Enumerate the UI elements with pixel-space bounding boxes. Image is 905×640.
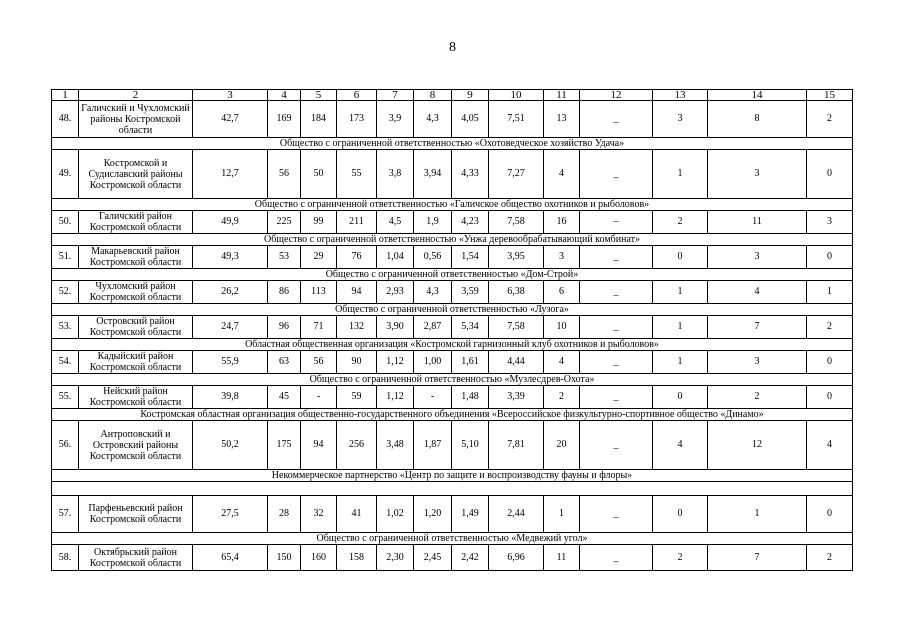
- table-cell: 39,8: [193, 386, 268, 409]
- row-number: 54.: [52, 351, 79, 374]
- table-cell: 76: [337, 246, 377, 269]
- table-cell: 2,87: [414, 316, 452, 339]
- organization-row: [52, 409, 853, 421]
- row-number: 53.: [52, 316, 79, 339]
- table-cell: 0: [807, 496, 853, 533]
- territory-name: Чухломский район Костромской области: [79, 281, 193, 304]
- table-cell: 160: [301, 545, 337, 571]
- organization-name: Общество с ограниченной ответственностью «Медвежий угол»: [52, 533, 853, 545]
- table-cell: 0: [807, 351, 853, 374]
- table-cell: 1,20: [414, 496, 452, 533]
- table-cell: _: [580, 281, 653, 304]
- territory-name: Галичский район Костромской области: [79, 211, 193, 234]
- table-cell: 2: [708, 386, 807, 409]
- table-cell: 3,48: [377, 421, 414, 470]
- table-cell: 56: [301, 351, 337, 374]
- table-cell: 96: [268, 316, 301, 339]
- table-cell: 256: [337, 421, 377, 470]
- organization-name: Общество с ограниченной ответственностью «Унжа деревообрабатывающий комбинат»: [52, 234, 853, 246]
- table-cell: 4,3: [414, 281, 452, 304]
- row-number: 56.: [52, 421, 79, 470]
- table-cell: 2,44: [489, 496, 544, 533]
- table-cell: 3,94: [414, 150, 452, 199]
- territory-name: Островский район Костромской области: [79, 316, 193, 339]
- table-cell: 53: [268, 246, 301, 269]
- column-header: 15: [807, 90, 853, 101]
- row-number: 49.: [52, 150, 79, 199]
- table-cell: 211: [337, 211, 377, 234]
- table-cell: 0,56: [414, 246, 452, 269]
- row-number: 48.: [52, 101, 79, 138]
- column-header: 12: [580, 90, 653, 101]
- table-cell: 55,9: [193, 351, 268, 374]
- table-cell: 10: [544, 316, 580, 339]
- table-cell: 24,7: [193, 316, 268, 339]
- hunting-grounds-table: [51, 89, 853, 571]
- table-cell: 90: [337, 351, 377, 374]
- organization-row: [52, 138, 853, 150]
- table-cell: 11: [544, 545, 580, 571]
- table-cell: 12,7: [193, 150, 268, 199]
- table-cell: 94: [301, 421, 337, 470]
- table-cell: 0: [653, 386, 708, 409]
- table-row: [52, 246, 853, 269]
- table-cell: 20: [544, 421, 580, 470]
- table-cell: 32: [301, 496, 337, 533]
- table-cell: 169: [268, 101, 301, 138]
- table-cell: 0: [807, 386, 853, 409]
- table-cell: 1,12: [377, 351, 414, 374]
- territory-name: Нейский район Костромской области: [79, 386, 193, 409]
- table-cell: 0: [807, 246, 853, 269]
- table-cell: 7,51: [489, 101, 544, 138]
- organization-name: Областная общественная организация «Костромской гарнизонный клуб охотников и рыболовов»: [52, 339, 853, 351]
- organization-row: [52, 533, 853, 545]
- table-cell: 4,3: [414, 101, 452, 138]
- table-cell: 26,2: [193, 281, 268, 304]
- table-cell: 4: [544, 351, 580, 374]
- territory-name: Кадыйский район Костромской области: [79, 351, 193, 374]
- table-cell: 0: [653, 246, 708, 269]
- table-cell: 7,81: [489, 421, 544, 470]
- table-cell: 175: [268, 421, 301, 470]
- row-number: 52.: [52, 281, 79, 304]
- table-cell: 7,27: [489, 150, 544, 199]
- table-cell: 4: [807, 421, 853, 470]
- column-header: 10: [489, 90, 544, 101]
- table-cell: 12: [708, 421, 807, 470]
- table-cell: 0: [807, 150, 853, 199]
- organization-name: Общество с ограниченной ответственностью «Лузога»: [52, 304, 853, 316]
- organization-name: Общество с ограниченной ответственностью «Музлесдрев-Охота»: [52, 374, 853, 386]
- column-header: 2: [79, 90, 193, 101]
- row-number: 50.: [52, 211, 79, 234]
- table-cell: 27,5: [193, 496, 268, 533]
- page-number: 8: [449, 40, 456, 55]
- table-cell: 6: [544, 281, 580, 304]
- table-cell: 4,44: [489, 351, 544, 374]
- table-cell: 3,9: [377, 101, 414, 138]
- column-header: 6: [337, 90, 377, 101]
- organization-row: [52, 199, 853, 211]
- table-cell: 56: [268, 150, 301, 199]
- table-row: [52, 101, 853, 138]
- table-cell: 1: [807, 281, 853, 304]
- table-cell: 2: [807, 545, 853, 571]
- territory-name: Галичский и Чухломский районы Костромской области: [79, 101, 193, 138]
- table-cell: 3,39: [489, 386, 544, 409]
- table-cell: 2,42: [452, 545, 489, 571]
- table-cell: 2: [544, 386, 580, 409]
- column-header: 8: [414, 90, 452, 101]
- row-number: 58.: [52, 545, 79, 571]
- table-cell: 4,05: [452, 101, 489, 138]
- column-header: 7: [377, 90, 414, 101]
- table-cell: 59: [337, 386, 377, 409]
- organization-name: Общество с ограниченной ответственностью «Охотоведческое хозяйство Удача»: [52, 138, 853, 150]
- table-cell: 8: [708, 101, 807, 138]
- table-cell: 3,90: [377, 316, 414, 339]
- column-header: 14: [708, 90, 807, 101]
- organization-name: Некоммерческое партнерство «Центр по защите и воспроизводству фауны и флоры»: [52, 470, 853, 482]
- table-cell: 4,23: [452, 211, 489, 234]
- table-cell: 41: [337, 496, 377, 533]
- table-cell: 2: [653, 545, 708, 571]
- column-header: 3: [193, 90, 268, 101]
- table-cell: 1,49: [452, 496, 489, 533]
- table-cell: 45: [268, 386, 301, 409]
- table-cell: 7,58: [489, 211, 544, 234]
- table-cell: 150: [268, 545, 301, 571]
- table-cell: _: [580, 246, 653, 269]
- table-cell: 49,9: [193, 211, 268, 234]
- territory-name: Макарьевский район Костромской области: [79, 246, 193, 269]
- table-cell: 99: [301, 211, 337, 234]
- table-cell: 1,02: [377, 496, 414, 533]
- table-cell: 4,33: [452, 150, 489, 199]
- table-cell: 29: [301, 246, 337, 269]
- organization-row: [52, 234, 853, 246]
- table-cell: 2: [807, 101, 853, 138]
- table-cell: 1: [653, 281, 708, 304]
- table-cell: 4: [708, 281, 807, 304]
- table-cell: _: [580, 545, 653, 571]
- organization-name: Костромская областная организация общественно-государственного объединения «Всероссийское физкультурно-спортивное общество «Динамо»: [52, 409, 853, 421]
- table-cell: 2: [653, 211, 708, 234]
- table-cell: 1,87: [414, 421, 452, 470]
- table-cell: 13: [544, 101, 580, 138]
- column-header-row: [52, 90, 853, 101]
- table-cell: 158: [337, 545, 377, 571]
- row-number: 55.: [52, 386, 79, 409]
- table-cell: 4: [544, 150, 580, 199]
- table-cell: 28: [268, 496, 301, 533]
- row-number: 57.: [52, 496, 79, 533]
- organization-row: [52, 304, 853, 316]
- table-cell: 1,00: [414, 351, 452, 374]
- table-cell: 3: [653, 101, 708, 138]
- table-cell: _: [580, 351, 653, 374]
- organization-row: [52, 374, 853, 386]
- column-header: 13: [653, 90, 708, 101]
- table-cell: 1: [708, 496, 807, 533]
- spacer-row: [52, 482, 853, 496]
- table-cell: 55: [337, 150, 377, 199]
- table-cell: 1,9: [414, 211, 452, 234]
- table-cell: 63: [268, 351, 301, 374]
- table-cell: 3: [544, 246, 580, 269]
- territory-name: Костромской и Судиславский районы Костромской области: [79, 150, 193, 199]
- row-number: 51.: [52, 246, 79, 269]
- table-row: [52, 316, 853, 339]
- table-row: [52, 351, 853, 374]
- table-cell: 2,45: [414, 545, 452, 571]
- table-row: [52, 211, 853, 234]
- table-cell: 3: [807, 211, 853, 234]
- table-cell: 3: [708, 150, 807, 199]
- table-cell: 184: [301, 101, 337, 138]
- table-cell: 71: [301, 316, 337, 339]
- table-cell: 1,04: [377, 246, 414, 269]
- table-cell: _: [580, 101, 653, 138]
- table-row: [52, 421, 853, 470]
- table-cell: 113: [301, 281, 337, 304]
- table-cell: 6,38: [489, 281, 544, 304]
- table-cell: 7: [708, 316, 807, 339]
- table-cell: 0: [653, 496, 708, 533]
- table-cell: 2,30: [377, 545, 414, 571]
- table-cell: 2,93: [377, 281, 414, 304]
- table-cell: _: [580, 386, 653, 409]
- column-header: 1: [52, 90, 79, 101]
- table-cell: _: [580, 421, 653, 470]
- table-cell: _: [580, 496, 653, 533]
- table-cell: 86: [268, 281, 301, 304]
- table-row: [52, 150, 853, 199]
- table-cell: -: [414, 386, 452, 409]
- table-cell: 5,34: [452, 316, 489, 339]
- organization-row: [52, 339, 853, 351]
- table-cell: 225: [268, 211, 301, 234]
- table-row: [52, 281, 853, 304]
- organization-name: Общество с ограниченной ответственностью «Галичское общество охотников и рыболовов»: [52, 199, 853, 211]
- table-cell: 50: [301, 150, 337, 199]
- table-cell: 94: [337, 281, 377, 304]
- table-cell: 4,5: [377, 211, 414, 234]
- table-cell: 132: [337, 316, 377, 339]
- table-cell: 16: [544, 211, 580, 234]
- table-cell: 50,2: [193, 421, 268, 470]
- table-cell: -: [301, 386, 337, 409]
- table-row: [52, 386, 853, 409]
- table-row: [52, 545, 853, 571]
- table-row: [52, 496, 853, 533]
- table-cell: 1: [653, 351, 708, 374]
- column-header: 11: [544, 90, 580, 101]
- table-cell: 42,7: [193, 101, 268, 138]
- table-cell: 49,3: [193, 246, 268, 269]
- table-cell: 65,4: [193, 545, 268, 571]
- table-cell: 1,61: [452, 351, 489, 374]
- table-cell: 1,48: [452, 386, 489, 409]
- column-header: 4: [268, 90, 301, 101]
- table-cell: 3,8: [377, 150, 414, 199]
- spacer-cell: [52, 482, 853, 496]
- table-cell: 1: [544, 496, 580, 533]
- table-cell: 3: [708, 246, 807, 269]
- table-cell: 1: [653, 316, 708, 339]
- table-cell: 1: [653, 150, 708, 199]
- table-cell: 173: [337, 101, 377, 138]
- table-cell: _: [580, 150, 653, 199]
- table-cell: 3,59: [452, 281, 489, 304]
- table-cell: _: [580, 316, 653, 339]
- table-cell: 1,54: [452, 246, 489, 269]
- column-header: 5: [301, 90, 337, 101]
- organization-row: [52, 269, 853, 281]
- table-cell: 7: [708, 545, 807, 571]
- table-cell: 2: [807, 316, 853, 339]
- territory-name: Парфеньевский район Костромской области: [79, 496, 193, 533]
- table-cell: 4: [653, 421, 708, 470]
- table-cell: 6,96: [489, 545, 544, 571]
- organization-name: Общество с ограниченной ответственностью «Дом-Строй»: [52, 269, 853, 281]
- territory-name: Октябрьский район Костромской области: [79, 545, 193, 571]
- territory-name: Антроповский и Островский районы Костромской области: [79, 421, 193, 470]
- table-body: [52, 90, 853, 571]
- table-cell: 1,12: [377, 386, 414, 409]
- table-cell: 7,58: [489, 316, 544, 339]
- table-cell: 3: [708, 351, 807, 374]
- table-cell: 11: [708, 211, 807, 234]
- table-cell: –: [580, 211, 653, 234]
- table-cell: 5,10: [452, 421, 489, 470]
- organization-row: [52, 470, 853, 482]
- table-cell: 3,95: [489, 246, 544, 269]
- column-header: 9: [452, 90, 489, 101]
